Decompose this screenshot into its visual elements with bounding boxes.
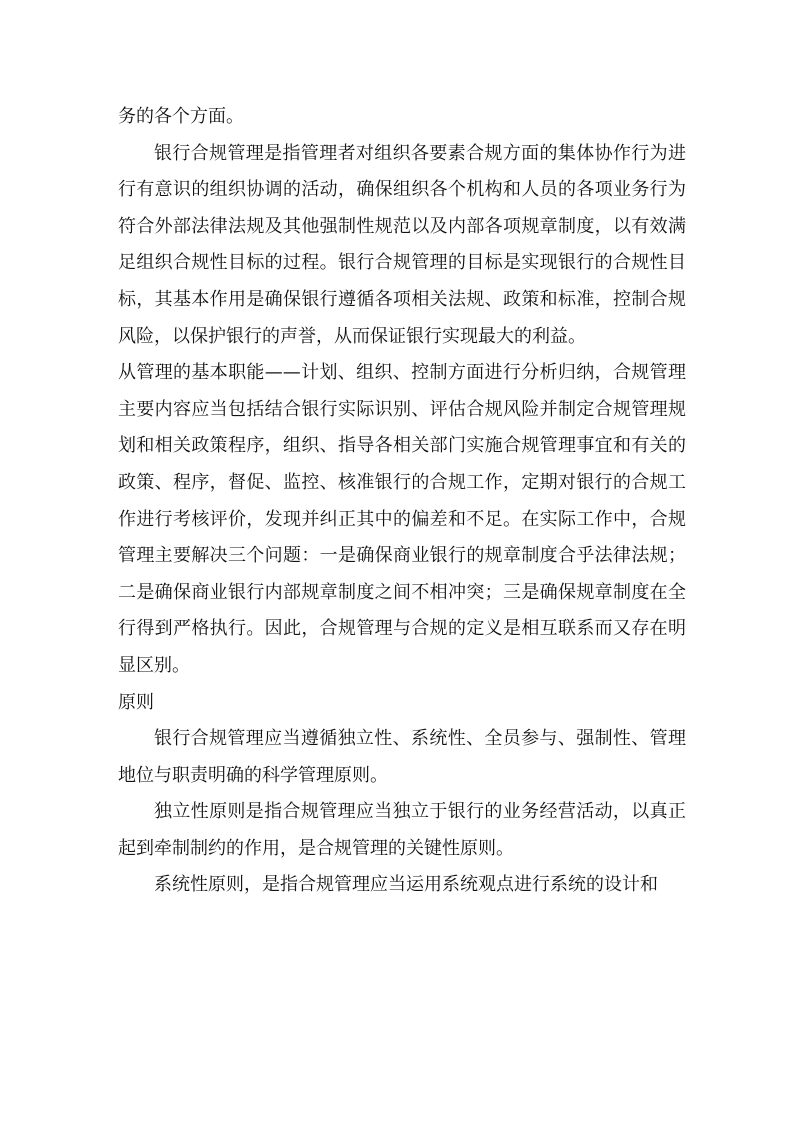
section-heading: 原则 [118, 691, 154, 713]
paragraph-systematic: 系统性原则，是指合规管理应当运用系统观点进行系统的设计和 [154, 874, 658, 896]
paragraph-definition: 银行合规管理是指管理者对组织各要素合规方面的集体协作行为进行有意识的组织协调的活动，确保组织各个机构和人员的各项业务行为符合外部法律法规及其他强制性规范以及内部各项规章制度，以有效满足组织合规性目标的过程。银行合规管理的目标是实现银行的合规性目标，其基本作用是确保银行遵循各项相关法规、政策和标准，控制合规风险，以保护银行的声誉，从而保证银行实现最大的利益。 [118, 142, 686, 347]
paragraph-continuation: 务的各个方面。 [118, 106, 244, 127]
document-body [118, 99, 686, 904]
paragraph-independence: 独立性原则是指合规管理应当独立于银行的业务经营活动，以真正起到牵制制约的作用，是合规管理的关键性原则。 [118, 801, 686, 859]
paragraph-management-functions: 从管理的基本职能——计划、组织、控制方面进行分析归纳，合规管理主要内容应当包括结合银行实际识别、评估合规风险并制定合规管理规划和相关政策程序，组织、指导各相关部门实施合规管理事宜和有关的政策、程序，督促、监控、核准银行的合规工作，定期对银行的合规工作进行考核评价，发现并纠正其中的偏差和不足。在实际工作中，合规管理主要解决三个问题：一是确保商业银行的规章制度合乎法律法规；二是确保商业银行内部规章制度之间不相冲突；三是确保规章制度在全行得到严格执行。因此，合规管理与合规的定义是相互联系而又存在明显区别。 [118, 362, 686, 676]
paragraph-principles: 银行合规管理应当遵循独立性、系统性、全员参与、强制性、管理地位与职责明确的科学管理原则。 [118, 728, 686, 786]
